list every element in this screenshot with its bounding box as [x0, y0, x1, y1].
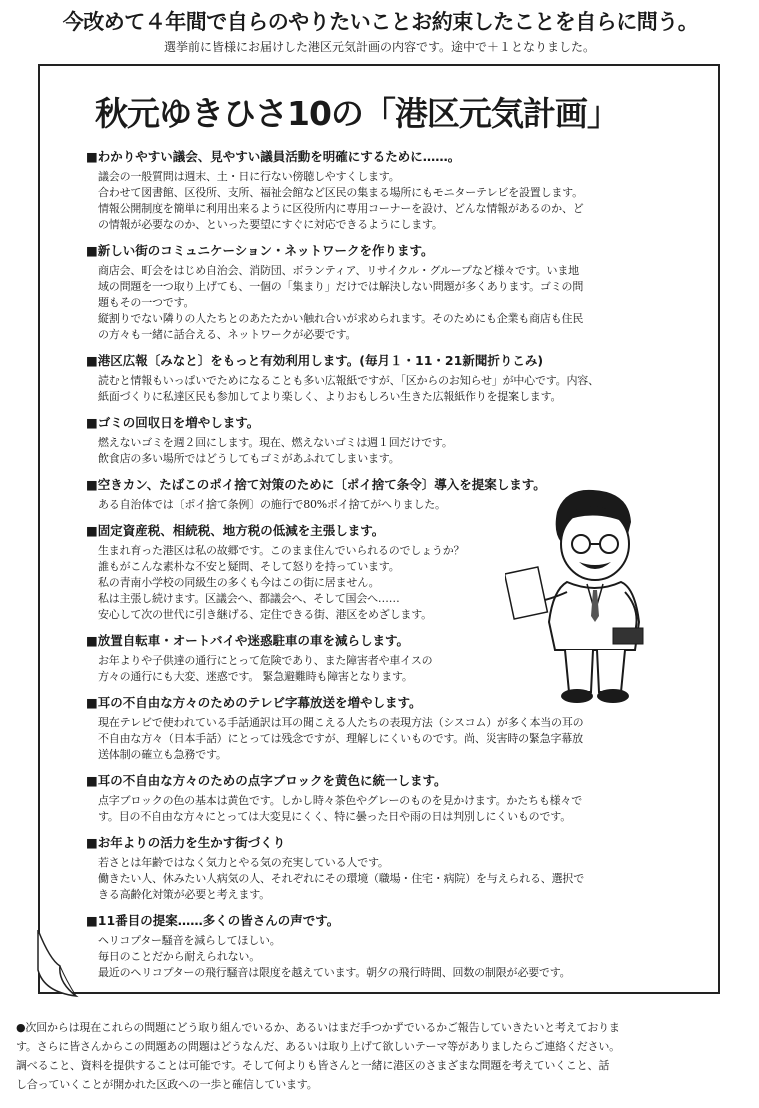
section-line: 現在テレビで使われている手話通訳は耳の聞こえる人たちの表現方法（シスコム）が多く本当の耳の — [98, 716, 584, 729]
section-line: 飲食店の多い場所ではどうしてもゴミがあふれてしまいます。 — [98, 452, 400, 465]
page-title: 秋元ゆきひさ10の「港区元気計画」 — [95, 94, 619, 133]
section-line: 方々の通行にも大変、迷惑です。 緊急避難時も障害となります。 — [98, 670, 413, 683]
section-line: きる高齢化対策が必要と考えます。 — [98, 888, 270, 901]
section-line: 域の問題を一つ取り上げても、一個の「集まり」だけでは解決しない問題が多くあります。ゴミの問 — [98, 280, 584, 293]
plan-section — [82, 242, 702, 343]
section-line: の情報が必要なのか、といった要望にすぐに対応できるようにします。 — [98, 218, 443, 231]
section-heading: ■港区広報〔みなと〕をもっと有効利用します。(毎月１・11・21新聞折りこみ) — [86, 353, 544, 368]
section-line: 議会の一般質問は週末、土・日に行ない傍聴しやすくします。 — [98, 170, 400, 183]
section-line: す。目の不自由な方々にとっては大変見にくく、特に曇った日や雨の日は判別しにくいものです。 — [98, 810, 571, 823]
section-line: 縦割りでない隣りの人たちとのあたたかい触れ合いが求められます。そのためにも企業も商店も住民 — [98, 312, 584, 325]
section-heading: ■11番目の提案……多くの皆さんの声です。 — [86, 913, 340, 928]
section-line: 商店会、町会をはじめ自治会、消防団、ボランティア、リサイクル・グループなど様々です。いま地 — [98, 264, 579, 277]
footer-line: ●次回からは現在これらの問題にどう取り組んでいるか、あるいはまだ手つかずでいるかご報告していきたいと考えておりま — [16, 1021, 620, 1034]
headline: 今改めて４年間で自らのやりたいことお約束したことを自らに問う。 — [62, 10, 699, 34]
section-heading: ■ゴミの回収日を増やします。 — [86, 415, 260, 430]
section-line: 最近のヘリコプターの飛行騒音は限度を越えています。朝夕の飛行時間、回数の制限が必要です。 — [98, 966, 571, 979]
section-line: 安心して次の世代に引き継げる、定住できる街、港区をめざします。 — [98, 608, 432, 621]
plan-section — [82, 834, 702, 903]
section-heading: ■放置自転車・オートバイや迷惑駐車の車を減らします。 — [86, 633, 410, 648]
footer-line: 調べること、資料を提供することは可能です。そして何よりも皆さんと一緒に港区のさまざまな問題を考えていくこと、話 — [16, 1059, 610, 1072]
section-heading: ■固定資産税、相続税、地方税の低減を主張します。 — [86, 523, 385, 538]
plan-section — [82, 414, 702, 467]
section-line: 誰もがこんな素朴な不安と疑問、そして怒りを持っています。 — [98, 560, 400, 573]
section-line: 合わせて図書館、区役所、支所、福祉会館など区民の集まる場所にもモニターテレビを設置します。 — [98, 186, 583, 199]
section-line: ヘリコプター騒音を減らしてほしい。 — [98, 934, 281, 947]
footer-line: す。さらに皆さんからこの問題あの問題はどうなんだ、あるいは取り上げて欲しいテーマ等がありましたらご連絡ください。 — [16, 1040, 620, 1053]
section-line: 点字ブロックの色の基本は黄色です。しかし時々茶色やグレーのものを見かけます。かたちも様々で — [98, 794, 583, 807]
plan-section — [82, 912, 702, 981]
plan-section — [82, 772, 702, 825]
section-line: 私の青南小学校の同級生の多くも今はこの街に居ません。 — [98, 576, 380, 589]
section-heading: ■わかりやすい議会、見やすい議員活動を明確にするために……。 — [86, 149, 461, 164]
section-heading: ■耳の不自由な方々のためのテレビ字幕放送を増やします。 — [86, 695, 422, 710]
section-line: 情報公開制度を簡単に利用出来るように区役所内に専用コーナーを設け、どんな情報があるのか、ど — [98, 202, 584, 215]
section-line: の方々も一緒に話合える、ネットワークが必要です。 — [98, 328, 357, 341]
section-line: 送体制の確立も急務です。 — [98, 748, 227, 761]
section-line: 燃えないゴミを週２回にします。現在、燃えないゴミは週１回だけです。 — [98, 436, 453, 449]
section-line: 若さとは年齢ではなく気力とやる気の充実している人です。 — [98, 856, 389, 869]
section-heading: ■お年よりの活力を生かす街づくり — [86, 835, 286, 850]
closing-message — [16, 1018, 746, 1094]
section-line: お年よりや子供達の通行にとって危険であり、また障害者や車イスの — [98, 654, 433, 667]
plan-section — [82, 352, 702, 405]
section-line: 毎日のことだから耐えられない。 — [98, 950, 260, 963]
section-line: 生まれ育った港区は私の故郷です。このまま住んでいられるのでしょうか？ — [98, 544, 465, 557]
section-line: 不自由な方々（日本手話）にとっては残念ですが、理解しにくいものです。尚、災害時の緊急字幕放 — [98, 732, 583, 745]
footer-line: し合っていくことが開かれた区政への一歩と確信しています。 — [16, 1078, 318, 1091]
plan-section — [82, 148, 702, 233]
section-line: 私は主張し続けます。区議会へ、都議会へ、そして国会へ…… — [98, 592, 400, 605]
section-line: 題もその一つです。 — [98, 296, 195, 309]
section-line: 働きたい人、休みたい人病気の人、それぞれにその環境（職場・住宅・病院）を与えられる、選択で — [98, 872, 584, 885]
section-line: ある自治体では〔ポイ捨て条例〕の施行で80%ポイ捨てがへりました。 — [98, 498, 446, 511]
section-line: 紙面づくりに私達区民も参加してより楽しく、よりおもしろい生きた広報紙作りを提案します。 — [98, 390, 562, 403]
section-heading: ■耳の不自由な方々のための点字ブロックを黄色に統一します。 — [86, 773, 447, 788]
section-heading: ■空きカン、たばこのポイ捨て対策のために〔ポイ捨て条令〕導入を提案します。 — [86, 477, 546, 492]
subheadline: 選挙前に皆様にお届けした港区元気計画の内容です。途中で＋１となりました。 — [163, 40, 596, 54]
candidate-caricature-illustration — [505, 482, 685, 712]
section-heading: ■新しい街のコミュニケーション・ネットワークを作ります。 — [86, 243, 434, 258]
section-line: 読むと情報もいっぱいでためになることも多い広報紙ですが、「区からのお知らせ」が中心です。内容、 — [98, 374, 599, 387]
